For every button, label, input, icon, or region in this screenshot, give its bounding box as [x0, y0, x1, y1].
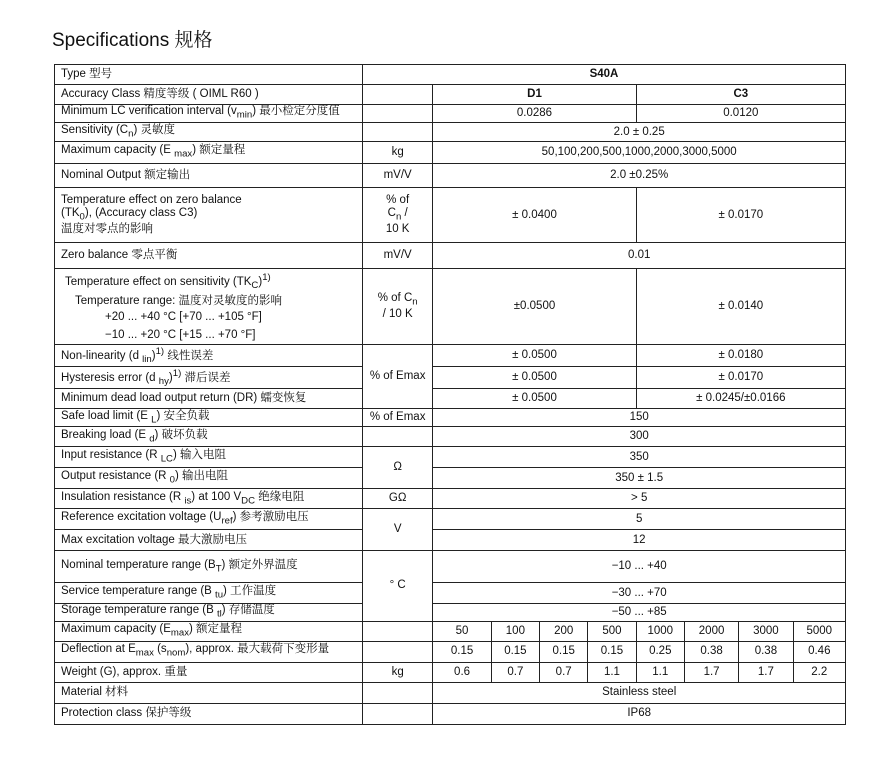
celsius-unit: ° C [362, 551, 432, 621]
table-row [55, 583, 846, 604]
sensitivity-label: Sensitivity $(C_n)$ 灵敏度 [55, 123, 363, 142]
input-res-value: 350 [433, 447, 846, 468]
table-row [55, 367, 846, 389]
accuracy-c3: C3 [636, 85, 845, 105]
accuracy-unit-cell [362, 85, 432, 105]
table-row [55, 641, 846, 662]
ref-excitation-label: Reference excitation voltage $(U_{ref})$ 参考激励电压 [55, 509, 363, 530]
deflection-cell: 0.15 [433, 641, 491, 662]
nominal-temp-label: Nominal temperature range $(B_T)$ 额定外界温度 [55, 551, 363, 583]
material-label: Material 材料 [55, 682, 363, 703]
accuracy-d1: D1 [433, 85, 636, 105]
service-temp-label: Service temperature range (B $_{tu}$) 工作温度 [55, 583, 363, 604]
weight-cell: 0.6 [433, 662, 491, 682]
storage-temp-value: −50 ... +85 [433, 604, 846, 621]
capacity-label: Maximum capacity $(E_{max})$ 额定量程 [55, 621, 363, 641]
max-capacity-label: Maximum capacity (E $_{max}$) 额定量程 [55, 142, 363, 164]
vmin-label: Minimum LC verification interval $(v_{min})$ 最小检定分度值 [55, 105, 363, 123]
capacity-cell: 100 [491, 621, 539, 641]
insulation-label: Insulation resistance (R $_{is}$) at 100 $V_{DC}$ 绝缘电阻 [55, 489, 363, 509]
insulation-value: > 5 [433, 489, 846, 509]
tkc-unit: % of $C_n$ / 10 K [362, 269, 432, 345]
vmin-d1: 0.0286 [433, 105, 636, 123]
capacity-cell: 2000 [684, 621, 738, 641]
output-res-value: 350 ± 1.5 [433, 468, 846, 489]
nominal-output-unit: mV/V [362, 164, 432, 188]
capacity-cell: 500 [588, 621, 636, 641]
type-label: Type 型号 [55, 65, 363, 85]
table-row [55, 489, 846, 509]
hysteresis-c3: ± 0.0170 [636, 367, 845, 389]
breaking-load-unit-cell [362, 427, 432, 447]
table-row [55, 269, 846, 345]
protection-value: IP68 [433, 703, 846, 724]
breaking-load-label: Breaking load (E $_d$) 破坏负载 [55, 427, 363, 447]
hysteresis-d1: ± 0.0500 [433, 367, 636, 389]
safe-load-label: Safe load limit (E $_L$) 安全负载 [55, 409, 363, 427]
insulation-unit: GΩ [362, 489, 432, 509]
table-row [55, 530, 846, 551]
creep-c3: ± 0.0245/±0.0166 [636, 389, 845, 409]
ref-excitation-value: 5 [433, 509, 846, 530]
table-row [55, 427, 846, 447]
safe-load-value: 150 [433, 409, 846, 427]
vmin-c3: 0.0120 [636, 105, 845, 123]
capacity-cell: 1000 [636, 621, 684, 641]
max-excitation-value: 12 [433, 530, 846, 551]
capacity-unit-cell [362, 621, 432, 641]
max-capacity-unit: kg [362, 142, 432, 164]
table-row [55, 85, 846, 105]
nonlinearity-c3: ± 0.0180 [636, 345, 845, 367]
capacity-cell: 5000 [793, 621, 845, 641]
protection-label: Protection class 保护等级 [55, 703, 363, 724]
table-row [55, 662, 846, 682]
safe-load-unit: % of Emax [362, 409, 432, 427]
zero-balance-unit: mV/V [362, 243, 432, 269]
weight-cell: 0.7 [540, 662, 588, 682]
creep-d1: ± 0.0500 [433, 389, 636, 409]
table-row [55, 164, 846, 188]
deflection-cell: 0.46 [793, 641, 845, 662]
tkc-d1: ±0.0500 [433, 269, 636, 345]
weight-cell: 1.1 [588, 662, 636, 682]
capacity-cell: 200 [540, 621, 588, 641]
weight-cell: 1.7 [739, 662, 793, 682]
max-excitation-label: Max excitation voltage 最大激励电压 [55, 530, 363, 551]
sensitivity-value: 2.0 ± 0.25 [433, 123, 846, 142]
nonlinearity-label: Non-linearity (d $_{lin}$)$^{1)}$ 线性误差 [55, 345, 363, 367]
table-row [55, 703, 846, 724]
table-row [55, 604, 846, 621]
deflection-cell: 0.15 [491, 641, 539, 662]
tkc-label: Temperature effect on sensitivity $(TK_C)^{1)}$ Temperature range: 温度对灵敏度的影响 +20 ... +40 °C [+70 ... +105 °F] −10 ... +20 °C [+15 ... +70 °F] [55, 269, 363, 345]
nonlinearity-d1: ± 0.0500 [433, 345, 636, 367]
sensitivity-unit-cell [362, 123, 432, 142]
table-row [55, 468, 846, 489]
tk0-unit: % of $C_n$ / 10 K [362, 188, 432, 243]
table-row [55, 621, 846, 641]
table-row [55, 243, 846, 269]
table-row [55, 447, 846, 468]
table-row [55, 188, 846, 243]
table-row [55, 682, 846, 703]
ohm-unit: Ω [362, 447, 432, 489]
output-res-label: Output resistance (R $_0$) 输出电阻 [55, 468, 363, 489]
vmin-unit-cell [362, 105, 432, 123]
table-row [55, 409, 846, 427]
tkc-c3: ± 0.0140 [636, 269, 845, 345]
max-capacity-value: 50,100,200,500,1000,2000,3000,5000 [433, 142, 846, 164]
table-row [55, 123, 846, 142]
zero-balance-label: Zero balance 零点平衡 [55, 243, 363, 269]
deflection-unit-cell [362, 641, 432, 662]
material-unit-cell [362, 682, 432, 703]
storage-temp-label: Storage temperature range (B $_{tl}$) 存储温度 [55, 604, 363, 621]
weight-cell: 2.2 [793, 662, 845, 682]
table-row [55, 65, 846, 85]
creep-label: Minimum dead load output return (DR) 蠕变恢复 [55, 389, 363, 409]
specifications-table [54, 64, 846, 725]
deflection-cell: 0.25 [636, 641, 684, 662]
weight-cell: 0.7 [491, 662, 539, 682]
tk0-label: Temperature effect on zero balance $(TK_0)$, (Accuracy class C3) 温度对零点的影响 [55, 188, 363, 243]
table-row [55, 551, 846, 583]
deflection-cell: 0.15 [588, 641, 636, 662]
deflection-cell: 0.38 [684, 641, 738, 662]
pct-emax-unit: % of Emax [362, 345, 432, 409]
deflection-cell: 0.15 [540, 641, 588, 662]
deflection-cell: 0.38 [739, 641, 793, 662]
nominal-temp-value: −10 ... +40 [433, 551, 846, 583]
capacity-cell: 50 [433, 621, 491, 641]
volt-unit: V [362, 509, 432, 551]
input-res-label: Input resistance (R $_{LC}$) 输入电阻 [55, 447, 363, 468]
service-temp-value: −30 ... +70 [433, 583, 846, 604]
weight-cell: 1.7 [684, 662, 738, 682]
weight-cell: 1.1 [636, 662, 684, 682]
weight-unit: kg [362, 662, 432, 682]
accuracy-label: Accuracy Class 精度等级 ( OIML R60 ) [55, 85, 363, 105]
table-row [55, 142, 846, 164]
hysteresis-label: Hysteresis error (d $_{hy}$)$^{1)}$ 滞后误差 [55, 367, 363, 389]
nominal-output-value: 2.0 ±0.25% [433, 164, 846, 188]
table-row [55, 105, 846, 123]
zero-balance-value: 0.01 [433, 243, 846, 269]
nominal-output-label: Nominal Output 额定输出 [55, 164, 363, 188]
protection-unit-cell [362, 703, 432, 724]
capacity-cell: 3000 [739, 621, 793, 641]
table-row [55, 389, 846, 409]
deflection-label: Deflection at $E_{max}$ $(s_{nom})$, approx. 最大载荷下变形量 [55, 641, 363, 662]
breaking-load-value: 300 [433, 427, 846, 447]
page-title: Specifications 规格 [52, 30, 213, 51]
weight-label: Weight (G), approx. 重量 [55, 662, 363, 682]
tk0-d1: ± 0.0400 [433, 188, 636, 243]
type-value: S40A [362, 65, 845, 85]
material-value: Stainless steel [433, 682, 846, 703]
tk0-c3: ± 0.0170 [636, 188, 845, 243]
table-row [55, 509, 846, 530]
table-row [55, 345, 846, 367]
